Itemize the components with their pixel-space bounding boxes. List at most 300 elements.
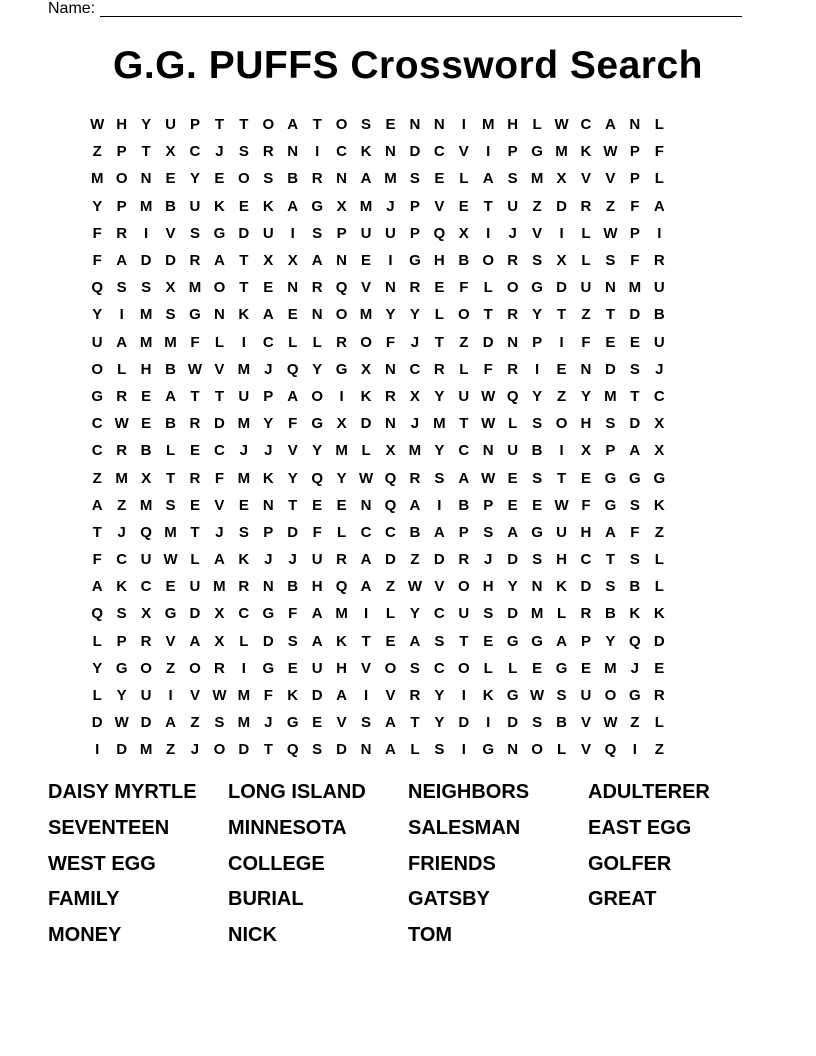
grid-letter: R — [262, 143, 274, 161]
word-list-item: MINNESOTA — [228, 816, 347, 839]
grid-letter: E — [507, 496, 518, 514]
grid-letter: N — [409, 116, 421, 134]
grid-letter: A — [165, 387, 176, 405]
grid-letter: J — [215, 523, 224, 541]
grid-letter: O — [482, 252, 495, 270]
grid-letter: I — [486, 224, 491, 242]
grid-letter: S — [605, 415, 616, 433]
grid-letter: M — [164, 523, 177, 541]
grid-letter: Z — [630, 714, 640, 732]
grid-letter: P — [263, 523, 274, 541]
grid-letter: R — [653, 687, 665, 705]
grid-letter: T — [239, 279, 249, 297]
grid-letter: V — [580, 741, 591, 759]
grid-row — [85, 410, 672, 437]
grid-letter: D — [458, 714, 470, 732]
grid-letter: D — [140, 252, 152, 270]
grid-row — [85, 111, 672, 138]
grid-letter: R — [409, 469, 421, 487]
grid-letter: W — [481, 469, 496, 487]
grid-letter: D — [507, 714, 519, 732]
grid-letter: E — [532, 496, 543, 514]
grid-letter: C — [580, 551, 592, 569]
grid-row — [85, 301, 672, 328]
grid-letter: Y — [580, 387, 591, 405]
grid-letter: F — [630, 523, 640, 541]
grid-letter: N — [336, 252, 348, 270]
grid-letter: I — [461, 741, 466, 759]
grid-letter: H — [311, 578, 323, 596]
grid-letter: S — [312, 224, 323, 242]
grid-letter: S — [629, 360, 640, 378]
grid-letter: M — [213, 578, 226, 596]
grid-letter: M — [139, 306, 153, 324]
grid-letter: Z — [190, 714, 200, 732]
grid-letter: M — [481, 116, 495, 134]
grid-letter: W — [163, 551, 178, 569]
grid-letter: Z — [459, 333, 469, 351]
grid-letter: I — [437, 496, 442, 514]
grid-letter: T — [239, 116, 249, 134]
grid-letter: T — [483, 306, 493, 324]
grid-row — [85, 437, 672, 464]
grid-letter: S — [361, 116, 372, 134]
grid-letter: O — [384, 659, 397, 677]
grid-letter: A — [116, 333, 128, 351]
grid-row — [85, 138, 672, 165]
grid-letter: C — [433, 605, 445, 623]
grid-letter: K — [482, 687, 494, 705]
grid-letter: A — [165, 714, 176, 732]
grid-letter: N — [360, 741, 372, 759]
grid-letter: B — [165, 360, 176, 378]
grid-letter: B — [165, 415, 176, 433]
grid-letter: O — [555, 415, 568, 433]
grid-letter: C — [91, 442, 103, 460]
grid-letter: V — [385, 687, 396, 705]
grid-letter: E — [165, 170, 176, 188]
grid-letter: T — [459, 632, 469, 650]
grid-letter: B — [287, 170, 299, 188]
grid-letter: W — [603, 224, 618, 242]
grid-letter: T — [190, 523, 200, 541]
grid-row — [85, 220, 672, 247]
grid-letter: K — [653, 496, 665, 514]
grid-letter: H — [507, 116, 519, 134]
grid-letter: B — [458, 496, 470, 514]
grid-letter: S — [238, 523, 249, 541]
grid-letter: O — [506, 279, 519, 297]
grid-letter: D — [165, 252, 176, 270]
grid-letter: O — [115, 170, 128, 188]
grid-letter: A — [116, 252, 128, 270]
grid-letter: Y — [92, 659, 103, 677]
grid-letter: U — [238, 387, 250, 405]
grid-letter: K — [629, 605, 641, 623]
grid-letter: J — [386, 197, 395, 215]
grid-letter: N — [580, 360, 592, 378]
grid-letter: X — [654, 442, 665, 460]
grid-letter: M — [115, 469, 128, 487]
grid-letter: P — [409, 224, 420, 242]
grid-letter: E — [385, 632, 396, 650]
grid-letter: Y — [92, 197, 103, 215]
grid-letter: D — [556, 197, 567, 215]
grid-row — [85, 709, 672, 736]
grid-letter: E — [214, 170, 225, 188]
grid-letter: F — [483, 360, 493, 378]
grid-letter: U — [653, 279, 665, 297]
grid-row — [85, 492, 672, 519]
grid-letter: S — [361, 714, 372, 732]
grid-letter: C — [189, 143, 201, 161]
grid-letter: E — [361, 252, 372, 270]
grid-letter: T — [92, 523, 102, 541]
grid-letter: J — [410, 333, 420, 351]
grid-letter: S — [409, 170, 420, 188]
grid-letter: M — [237, 360, 251, 378]
grid-letter: L — [434, 306, 444, 324]
grid-letter: T — [165, 469, 176, 487]
grid-letter: I — [461, 116, 466, 134]
grid-letter: V — [214, 360, 225, 378]
grid-letter: P — [629, 170, 640, 188]
grid-letter: D — [482, 333, 494, 351]
grid-letter: L — [361, 442, 371, 460]
grid-letter: H — [336, 659, 348, 677]
grid-letter: G — [555, 659, 568, 677]
grid-letter: R — [116, 442, 128, 460]
grid-letter: Y — [336, 469, 347, 487]
grid-letter: J — [264, 360, 273, 378]
grid-letter: D — [604, 360, 616, 378]
grid-letter: L — [459, 170, 469, 188]
grid-letter: O — [311, 387, 323, 405]
grid-letter: N — [262, 496, 274, 514]
page-title: G.G. PUFFS Crossword Search — [113, 44, 703, 87]
grid-letter: J — [630, 659, 640, 677]
grid-letter: S — [605, 252, 616, 270]
grid-letter: X — [336, 197, 347, 215]
grid-letter: Q — [140, 523, 152, 541]
grid-letter: S — [409, 659, 420, 677]
grid-letter: E — [336, 496, 347, 514]
grid-letter: S — [434, 632, 445, 650]
grid-letter: S — [141, 279, 152, 297]
grid-letter: C — [580, 116, 592, 134]
grid-letter: W — [603, 714, 618, 732]
grid-letter: L — [92, 687, 102, 705]
grid-letter: U — [507, 442, 519, 460]
grid-letter: S — [507, 170, 518, 188]
grid-letter: A — [287, 387, 299, 405]
grid-letter: L — [508, 415, 518, 433]
grid-letter: W — [407, 578, 422, 596]
grid-letter: D — [385, 551, 396, 569]
grid-letter: I — [119, 306, 124, 324]
grid-letter: Y — [189, 170, 200, 188]
grid-letter: X — [654, 415, 665, 433]
grid-letter: E — [654, 659, 665, 677]
grid-letter: O — [140, 659, 152, 677]
grid-letter: X — [458, 224, 469, 242]
grid-letter: A — [311, 252, 323, 270]
grid-letter: D — [311, 687, 323, 705]
grid-letter: G — [604, 496, 617, 514]
grid-letter: W — [530, 687, 545, 705]
grid-letter: L — [581, 252, 591, 270]
grid-letter: P — [605, 442, 616, 460]
grid-letter: R — [580, 197, 592, 215]
grid-letter: B — [140, 442, 152, 460]
grid-letter: L — [459, 360, 469, 378]
grid-letter: Q — [506, 387, 519, 405]
grid-letter: A — [213, 252, 225, 270]
grid-letter: F — [92, 551, 102, 569]
grid-letter: M — [359, 197, 373, 215]
grid-letter: J — [264, 442, 273, 460]
grid-letter: T — [141, 143, 151, 161]
grid-letter: I — [290, 224, 295, 242]
grid-letter: R — [189, 252, 201, 270]
grid-letter: Q — [335, 279, 348, 297]
grid-letter: A — [311, 632, 323, 650]
grid-letter: G — [506, 632, 519, 650]
grid-letter: F — [630, 252, 640, 270]
grid-letter: T — [556, 306, 567, 324]
grid-letter: C — [116, 551, 128, 569]
grid-letter: M — [530, 605, 544, 623]
grid-letter: I — [388, 252, 393, 270]
grid-row — [85, 546, 672, 573]
grid-letter: B — [629, 578, 641, 596]
grid-letter: M — [335, 605, 348, 623]
grid-row — [85, 247, 672, 274]
grid-letter: P — [336, 224, 347, 242]
grid-letter: A — [213, 551, 225, 569]
word-list-item: DAISY MYRTLE — [48, 781, 197, 803]
grid-letter: W — [481, 387, 496, 405]
grid-letter: J — [264, 714, 273, 732]
grid-letter: G — [531, 143, 543, 161]
grid-letter: Z — [410, 551, 420, 569]
grid-letter: G — [629, 469, 641, 487]
grid-letter: M — [139, 496, 153, 514]
grid-letter: H — [580, 523, 592, 541]
grid-letter: C — [213, 442, 225, 460]
grid-letter: M — [237, 469, 251, 487]
grid-letter: Z — [581, 306, 591, 324]
grid-letter: E — [312, 496, 323, 514]
grid-letter: N — [385, 143, 396, 161]
grid-letter: T — [483, 197, 493, 215]
grid-letter: N — [140, 170, 152, 188]
grid-letter: V — [287, 442, 298, 460]
grid-letter: I — [241, 333, 246, 351]
grid-letter: P — [116, 632, 127, 650]
grid-row — [85, 655, 672, 682]
grid-letter: D — [336, 741, 348, 759]
grid-letter: O — [238, 170, 250, 188]
grid-letter: Y — [434, 687, 445, 705]
grid-letter: H — [116, 116, 128, 134]
grid-letter: G — [409, 252, 421, 270]
grid-letter: N — [262, 578, 274, 596]
grid-letter: X — [214, 605, 225, 623]
word-list-item: COLLEGE — [228, 852, 325, 875]
grid-letter: H — [482, 578, 494, 596]
word-list-item: BURIAL — [228, 888, 304, 911]
grid-letter: N — [385, 279, 396, 297]
word-list-item: SEVENTEEN — [48, 816, 170, 839]
grid-letter: E — [189, 442, 200, 460]
grid-letter: Q — [286, 360, 299, 378]
grid-letter: V — [361, 659, 372, 677]
grid-letter: G — [286, 714, 299, 732]
grid-letter: R — [507, 252, 519, 270]
grid-letter: Z — [92, 469, 102, 487]
grid-letter: Q — [91, 605, 104, 623]
grid-row — [85, 573, 672, 600]
grid-letter: Q — [604, 741, 617, 759]
grid-letter: D — [433, 551, 445, 569]
grid-letter: E — [458, 197, 469, 215]
grid-letter: D — [189, 605, 201, 623]
grid-letter: B — [165, 197, 176, 215]
grid-letter: M — [408, 442, 422, 460]
grid-letter: G — [189, 306, 201, 324]
grid-letter: C — [360, 523, 372, 541]
grid-letter: L — [214, 333, 224, 351]
grid-letter: J — [508, 224, 517, 242]
grid-letter: D — [360, 415, 372, 433]
name-field-row — [48, 0, 742, 20]
grid-letter: J — [288, 551, 297, 569]
grid-letter: N — [385, 360, 396, 378]
grid-letter: A — [91, 496, 103, 514]
grid-row — [85, 356, 672, 383]
grid-letter: I — [486, 143, 491, 161]
grid-letter: L — [190, 551, 200, 569]
grid-letter: N — [531, 578, 543, 596]
grid-letter: L — [288, 333, 298, 351]
grid-letter: R — [507, 306, 519, 324]
grid-letter: X — [361, 360, 372, 378]
grid-letter: N — [287, 143, 299, 161]
grid-letter: P — [580, 632, 591, 650]
grid-letter: U — [580, 279, 592, 297]
grid-letter: M — [188, 279, 202, 297]
grid-row — [85, 464, 672, 491]
grid-row — [85, 682, 672, 709]
grid-letter: M — [237, 687, 251, 705]
grid-letter: X — [165, 279, 176, 297]
grid-letter: S — [556, 687, 567, 705]
grid-letter: H — [580, 415, 592, 433]
grid-letter: D — [116, 741, 128, 759]
grid-letter: T — [239, 252, 249, 270]
grid-letter: V — [580, 714, 591, 732]
letter-grid — [85, 111, 672, 764]
grid-letter: G — [531, 523, 543, 541]
grid-letter: W — [90, 116, 105, 134]
grid-letter: Y — [409, 605, 420, 623]
grid-letter: R — [336, 551, 348, 569]
grid-letter: V — [532, 224, 543, 242]
grid-letter: P — [458, 523, 469, 541]
grid-letter: T — [605, 551, 615, 569]
grid-letter: S — [238, 143, 249, 161]
grid-letter: H — [433, 252, 445, 270]
grid-letter: I — [363, 605, 369, 623]
grid-letter: E — [263, 279, 274, 297]
grid-letter: Z — [92, 143, 102, 161]
grid-letter: M — [433, 415, 446, 433]
grid-letter: Q — [91, 279, 104, 297]
grid-letter: R — [311, 279, 323, 297]
grid-letter: F — [459, 279, 469, 297]
grid-letter: M — [90, 170, 104, 188]
grid-letter: A — [360, 551, 372, 569]
grid-letter: Q — [286, 741, 299, 759]
grid-letter: M — [384, 170, 397, 188]
grid-letter: C — [336, 143, 348, 161]
grid-letter: J — [215, 143, 224, 161]
grid-letter: K — [213, 197, 225, 215]
grid-letter: A — [360, 578, 372, 596]
grid-letter: I — [339, 387, 344, 405]
grid-letter: S — [605, 578, 616, 596]
grid-letter: V — [336, 714, 347, 732]
grid-letter: O — [457, 306, 470, 324]
grid-letter: Y — [141, 116, 152, 134]
grid-letter: I — [144, 224, 149, 242]
grid-letter: S — [434, 469, 445, 487]
grid-letter: C — [385, 523, 396, 541]
grid-letter: O — [213, 741, 226, 759]
grid-letter: X — [165, 143, 176, 161]
grid-letter: A — [189, 632, 201, 650]
grid-letter: I — [241, 659, 246, 677]
grid-letter: R — [311, 170, 323, 188]
grid-letter: L — [385, 605, 396, 623]
grid-letter: J — [190, 741, 200, 759]
grid-letter: L — [654, 578, 664, 596]
grid-letter: U — [165, 116, 176, 134]
grid-letter: V — [458, 143, 469, 161]
grid-letter: K — [238, 551, 250, 569]
grid-letter: I — [535, 360, 540, 378]
grid-letter: S — [532, 551, 543, 569]
grid-letter: J — [655, 360, 664, 378]
word-list-item: TOM — [408, 924, 453, 947]
grid-letter: E — [189, 496, 200, 514]
grid-letter: G — [653, 469, 666, 487]
grid-letter: E — [556, 360, 567, 378]
grid-letter: J — [410, 415, 420, 433]
grid-letter: O — [91, 360, 104, 378]
grid-letter: E — [238, 496, 249, 514]
grid-letter: P — [483, 496, 494, 514]
grid-letter: M — [237, 415, 251, 433]
grid-letter: T — [214, 116, 224, 134]
grid-letter: S — [532, 415, 543, 433]
grid-letter: Y — [434, 442, 445, 460]
grid-letter: Q — [335, 578, 348, 596]
grid-letter: G — [311, 415, 323, 433]
grid-letter: R — [409, 279, 421, 297]
grid-letter: Y — [312, 360, 323, 378]
